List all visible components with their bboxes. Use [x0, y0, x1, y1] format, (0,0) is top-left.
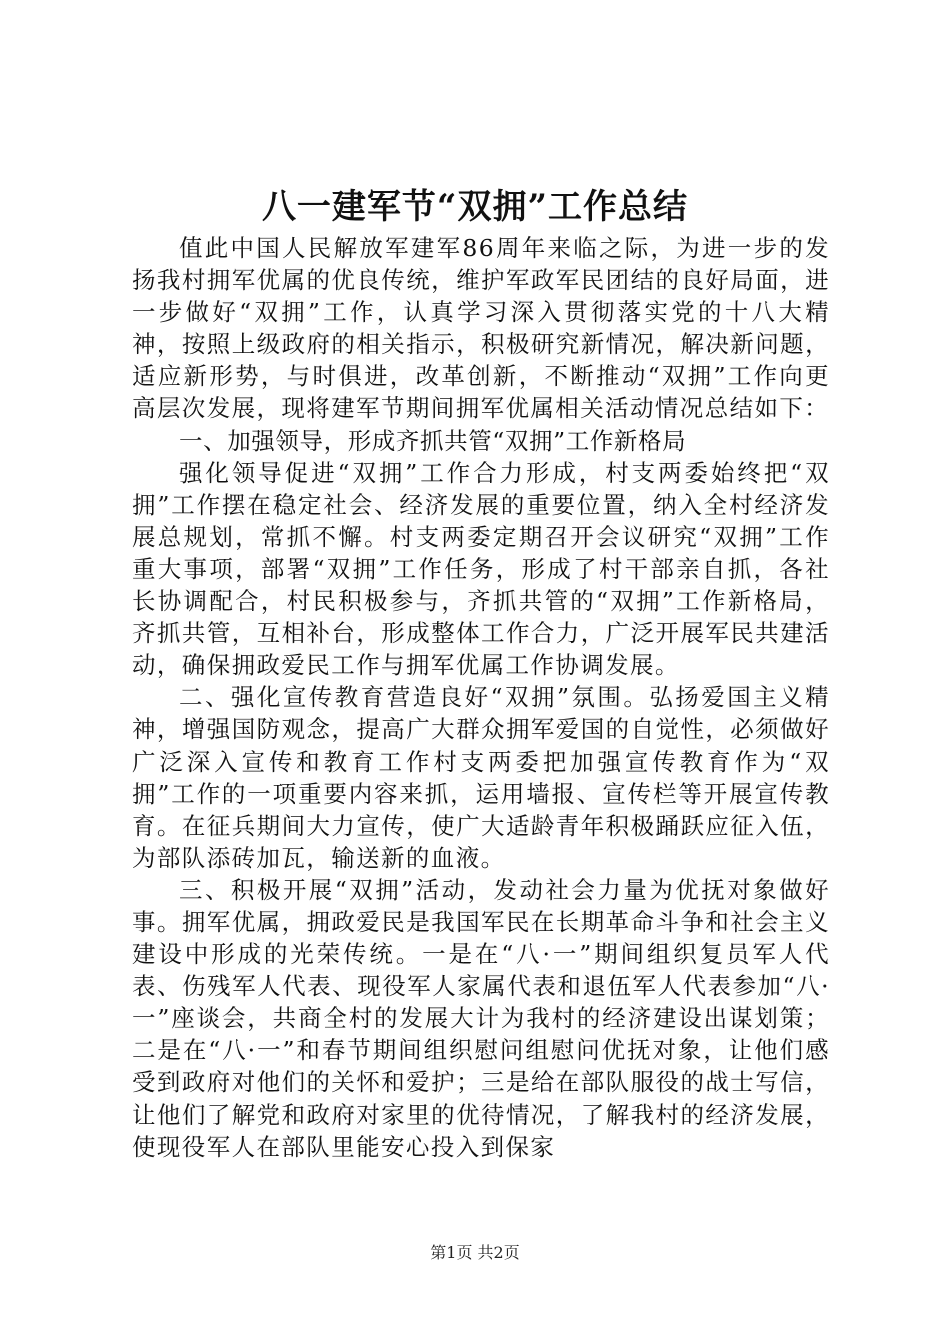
document-body: [132, 232, 830, 1163]
section-one-heading: 一、加强领导，形成齐抓共管“双拥”工作新格局: [179, 426, 687, 455]
section-one-paragraph: 强化领导促进“双拥”工作合力形成，村支两委始终把“双拥”工作摆在稳定社会、经济发展的重要位置，纳入全村经济发展总规划，常抓不懈。村支两委定期召开会议研究“双拥”工作重大事项，部署“双拥”工作任务，形成了村干部亲自抓，各社长协调配合，村民积极参与，齐抓共管的“双拥”工作新格局，齐抓共管，互相补台，形成整体工作合力，广泛开展军民共建活动，确保拥政爱民工作与拥军优属工作协调发展。: [132, 458, 830, 680]
intro-paragraph: 值此中国人民解放军建军86周年来临之际，为进一步的发扬我村拥军优属的优良传统，维护军政军民团结的良好局面，进一步做好“双拥”工作，认真学习深入贯彻落实党的十八大精神，按照上级政府的相关指示，积极研究新情况，解决新问题，适应新形势，与时俱进，改革创新，不断推动“双拥”工作向更高层次发展，现将建军节期间拥军优属相关活动情况总结如下：: [132, 234, 830, 423]
page-number-label: 第1页 共2页: [430, 1243, 520, 1262]
page-footer: [0, 1242, 950, 1264]
section-two-paragraph: 二、强化宣传教育营造良好“双拥”氛围。弘扬爱国主义精神，增强国防观念，提高广大群众拥军爱国的自觉性，必须做好广泛深入宣传和教育工作村支两委把加强宣传教育作为“双拥”工作的一项重要内容来抓，运用墙报、宣传栏等开展宣传教育。在征兵期间大力宣传，使广大适龄青年积极踊跃应征入伍，为部队添砖加瓦，输送新的血液。: [132, 683, 830, 872]
document-title: 八一建军节“双拥”工作总结: [261, 187, 689, 227]
section-three-paragraph: 三、积极开展“双拥”活动，发动社会力量为优抚对象做好事。拥军优属，拥政爱民是我国军民在长期革命斗争和社会主义建设中形成的光荣传统。一是在“八·一”期间组织复员军人代表、伤残军人代表、现役军人家属代表和退伍军人代表参加“八·一”座谈会，共商全村的发展大计为我村的经济建设出谋划策；二是在“八·一”和春节期间组织慰问组慰问优抚对象，让他们感受到政府对他们的关怀和爱护；三是给在部队服役的战士写信，让他们了解党和政府对家里的优待情况，了解我村的经济发展，使现役军人在部队里能安心投入到保家: [132, 875, 830, 1161]
